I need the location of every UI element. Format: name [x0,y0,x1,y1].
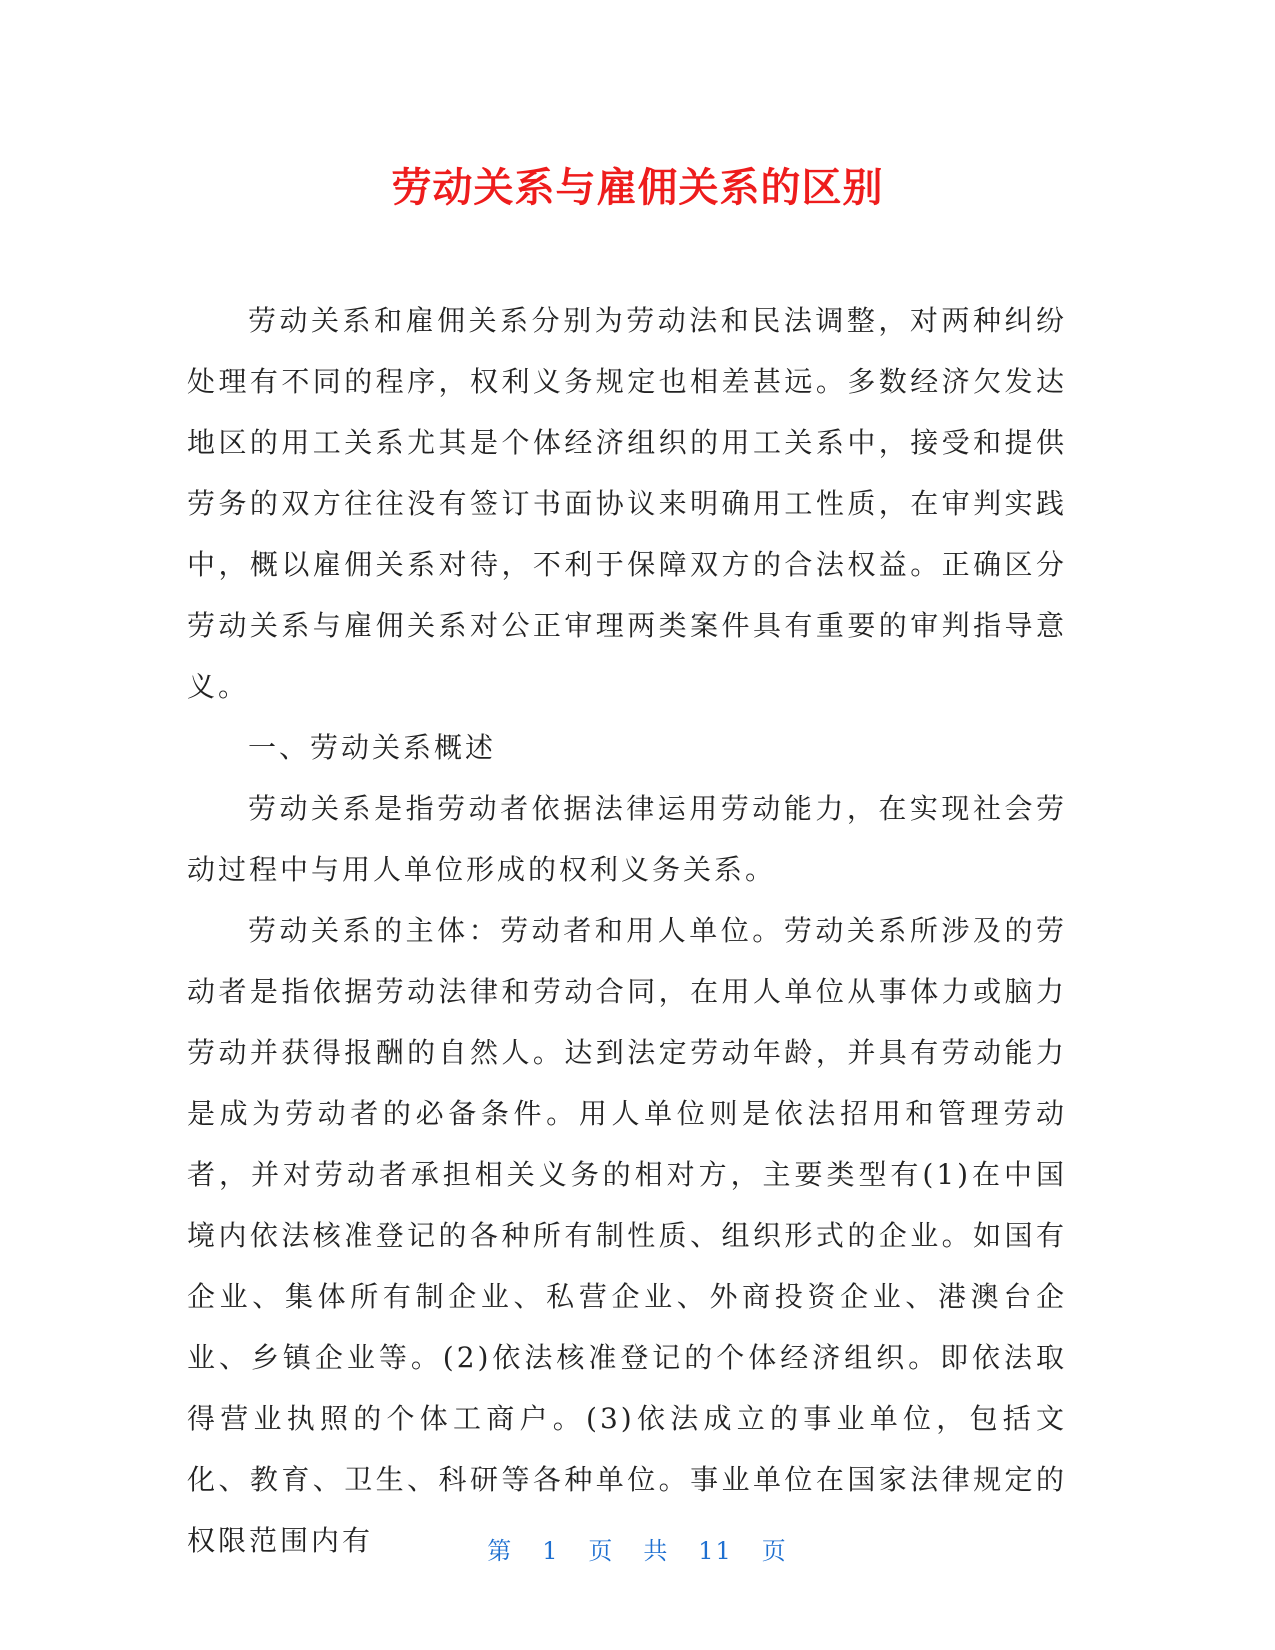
footer-total-pages: 11 [698,1537,733,1565]
document-body [187,290,1067,1571]
section-heading: 一、劳动关系概述 [248,731,497,764]
definition-paragraph: 劳动关系是指劳动者依据法律运用劳动能力，在实现社会劳动过程中与用人单位形成的权利义务关系。 [187,792,1067,886]
footer-current-page: 1 [542,1537,560,1565]
footer-total-word: 共 [643,1537,670,1565]
subject-paragraph: 劳动关系的主体：劳动者和用人单位。劳动关系所涉及的劳动者是指依据劳动法律和劳动合同，在用人单位从事体力或脑力劳动并获得报酬的自然人。达到法定劳动年龄，并具有劳动能力是成为劳动者的必备条件。用人单位则是依法招用和管理劳动者，并对劳动者承担相关义务的相对方，主要类型有(1)在中国境内依法核准登记的各种所有制性质、组织形式的企业。如国有企业、集体所有制企业、私营企业、外商投资企业、港澳台企业、乡镇企业等。(2)依法核准登记的个体经济组织。即依法取得营业执照的个体工商户。(3)依法成立的事业单位，包括文化、教育、卫生、科研等各种单位。事业单位在国家法律规定的权限范围内有 [187,914,1067,1557]
footer-prefix: 第 [487,1537,514,1565]
document-title: 劳动关系与雇佣关系的区别 [391,165,884,211]
footer-page-word: 页 [588,1537,615,1565]
footer-suffix: 页 [761,1537,788,1565]
page-number-footer [0,1535,1275,1567]
intro-paragraph: 劳动关系和雇佣关系分别为劳动法和民法调整，对两种纠纷处理有不同的程序，权利义务规定也相差甚远。多数经济欠发达地区的用工关系尤其是个体经济组织的用工关系中，接受和提供劳务的双方往往没有签订书面协议来明确用工性质，在审判实践中，概以雇佣关系对待，不利于保障双方的合法权益。正确区分劳动关系与雇佣关系对公正审理两类案件具有重要的审判指导意义。 [187,304,1067,703]
